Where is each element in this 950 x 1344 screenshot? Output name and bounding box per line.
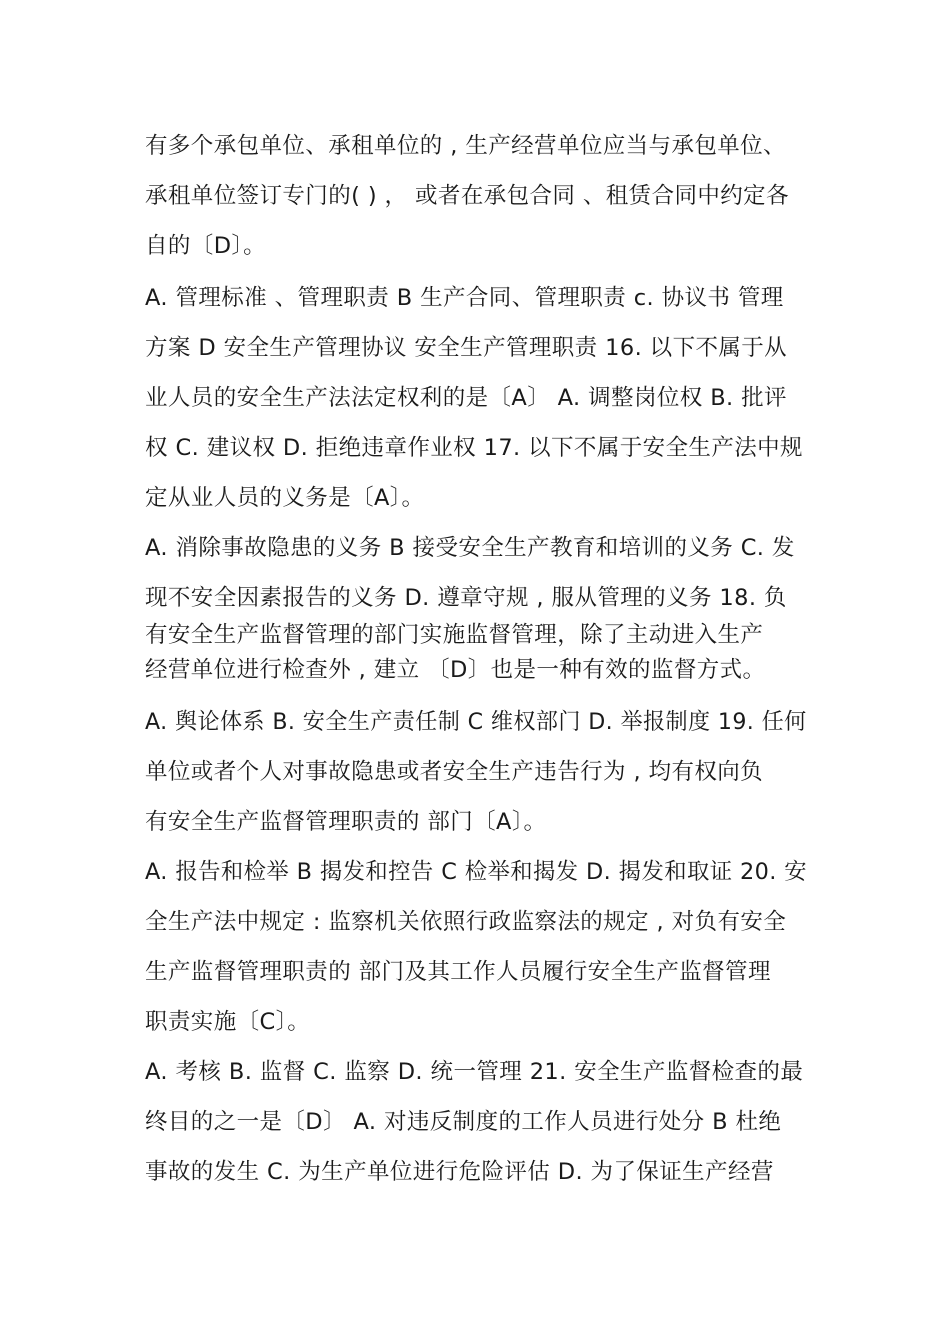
text-line: 终目的之一是〔D〕 A. 对违反制度的工作人员进行处分 B 杜绝 — [145, 1109, 782, 1135]
text-line: 有安全生产监督管理职责的 部门〔A〕。 — [145, 809, 547, 835]
text-line: 现不安全因素报告的义务 D. 遵章守规 , 服从管理的义务 18. 负 — [145, 585, 787, 611]
text-line: 经营单位进行检查外 , 建立 〔D〕也是一种有效的监督方式。 — [145, 657, 766, 683]
text-line: 承租单位签订专门的( ) ， 或者在承包合同 、租赁合同中约定各 — [145, 183, 789, 209]
text-line: 生产监督管理职责的 部门及其工作人员履行安全生产监督管理 — [145, 959, 771, 985]
text-line: 有安全生产监督管理的部门实施监督管理，除了主动进入生产 — [145, 622, 764, 648]
text-line: 有多个承包单位、承租单位的 , 生产经营单位应当与承包单位、 — [145, 133, 786, 159]
text-line: A. 消除事故隐患的义务 B 接受安全生产教育和培训的义务 C. 发 — [145, 535, 795, 561]
text-line: 权 C. 建议权 D. 拒绝违章作业权 17. 以下不属于安全生产法中规 — [145, 435, 803, 461]
text-line: 职责实施〔C〕。 — [145, 1009, 311, 1035]
text-line: 定从业人员的义务是〔A〕。 — [145, 485, 425, 511]
text-line: A. 报告和检举 B 揭发和控告 C 检举和揭发 D. 揭发和取证 20. 安 — [145, 859, 808, 885]
text-line: 单位或者个人对事故隐患或者安全生产违告行为 , 均有权向负 — [145, 759, 764, 785]
text-line: A. 考核 B. 监督 C. 监察 D. 统一管理 21. 安全生产监督检查的最 — [145, 1059, 804, 1085]
text-line: 事故的发生 C. 为生产单位进行危险评估 D. 为了保证生产经营 — [145, 1159, 774, 1185]
text-line: 方案 D 安全生产管理协议 安全生产管理职责 16. 以下不属于从 — [145, 335, 788, 361]
text-line: A. 管理标准 、管理职责 B 生产合同、管理职责 c. 协议书 管理 — [145, 285, 784, 311]
text-line: A. 舆论体系 B. 安全生产责任制 C 维权部门 D. 举报制度 19. 任何 — [145, 709, 807, 735]
text-line: 自的〔D〕。 — [145, 233, 266, 259]
text-line: 业人员的安全生产法法定权利的是〔A〕 A. 调整岗位权 B. 批评 — [145, 385, 787, 411]
text-line: 全生产法中规定 : 监察机关依照行政监察法的规定 , 对负有安全 — [145, 909, 787, 935]
